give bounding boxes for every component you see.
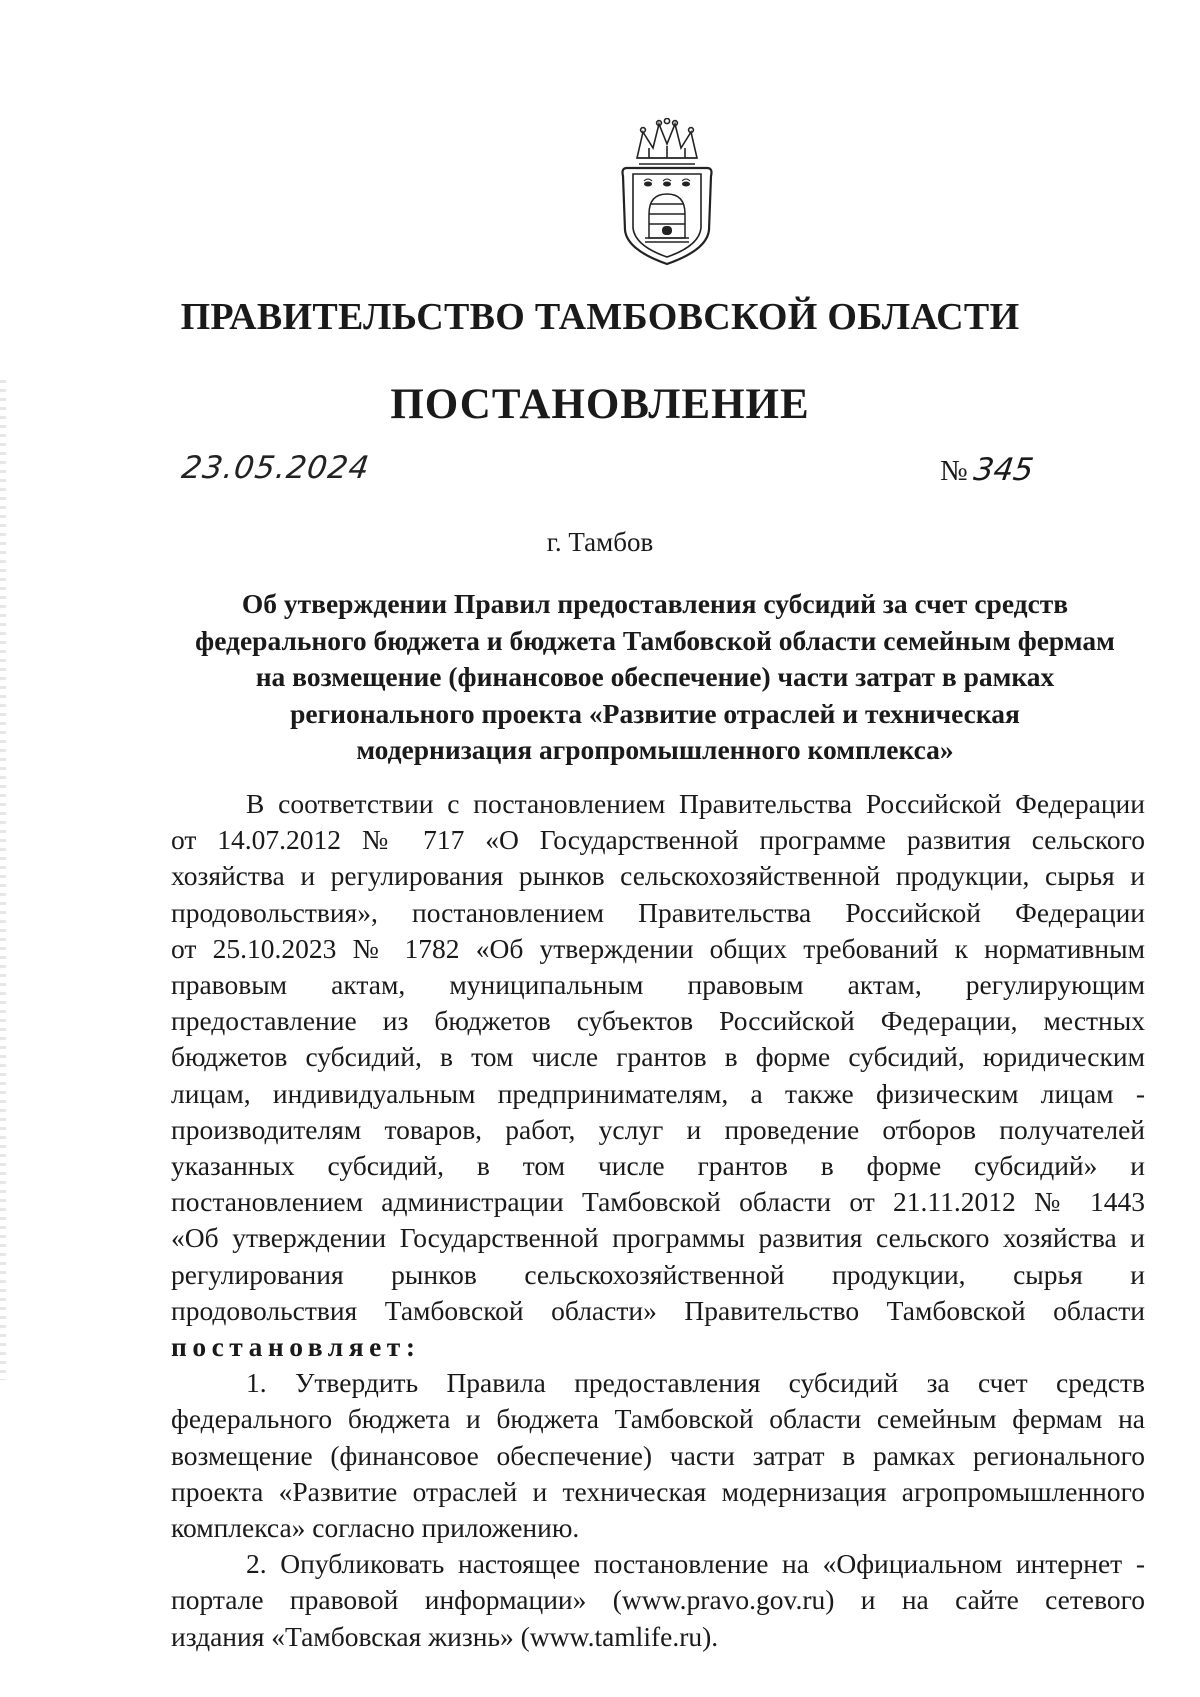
- item2-line: издания «Тамбовская жизнь» (www.tamlife.ru).: [171, 1620, 719, 1652]
- item2-line: портале правовой информации» (www.pravo.gov.ru) и на сайте сетевого: [171, 1584, 1145, 1616]
- preamble-line: от 25.10.2023 № 1782 «Об утверждении общих требований к нормативным: [171, 932, 1145, 964]
- subject-line: федерального бюджета и бюджета Тамбовской области семейным фермам: [195, 624, 1115, 656]
- subject-line: Об утверждении Правил предоставления субсидий за счет средств: [241, 588, 1069, 619]
- number-value: 345: [971, 452, 1036, 488]
- item1-line: проекта «Развитие отраслей и техническая модернизация агропромышленного: [171, 1475, 1145, 1507]
- preamble-line: указанных субсидий, в том числе грантов в форме субсидий» и: [171, 1150, 1145, 1182]
- item1-line: возмещение (финансовое обеспечение) части затрат в рамках регионального: [171, 1439, 1145, 1471]
- preamble-line: производителям товаров, работ, услуг и проведение отборов получателей: [171, 1113, 1145, 1145]
- organization-title: ПРАВИТЕЛЬСТВО ТАМБОВСКОЙ ОБЛАСТИ: [180, 296, 1020, 338]
- item2-line: 2. Опубликовать настоящее постановление на «Официальном интернет -: [246, 1548, 1145, 1580]
- preamble-line: В соответствии с постановлением Правительства Российской Федерации: [246, 788, 1145, 819]
- subject-line: на возмещение (финансовое обеспечение) части затрат в рамках: [255, 661, 1055, 692]
- preamble-line: «Об утверждении Государственной программы развития сельского хозяйства и: [171, 1222, 1145, 1254]
- preamble-line: хозяйства и регулирования рынков сельскохозяйственной продукции, сырья и: [171, 860, 1145, 892]
- preamble-line: регулирования рынков сельскохозяйственной продукции, сырья и: [171, 1258, 1145, 1290]
- document-number: [940, 452, 1036, 488]
- item1-line: комплекса» согласно приложению.: [171, 1512, 580, 1544]
- city-line: г. Тамбов: [546, 527, 654, 557]
- preamble-line: предоставление из бюджетов субъектов Российской Федерации, местных: [171, 1005, 1145, 1037]
- preamble-line: бюджетов субсидий, в том числе грантов в форме субсидий, юридическим: [171, 1041, 1145, 1073]
- preamble-line: продовольствия», постановлением Правительства Российской Федерации: [171, 896, 1145, 928]
- item1-line: 1. Утвердить Правила предоставления субсидий за счет средств: [246, 1367, 1145, 1399]
- tambov-coat-of-arms-icon: [615, 118, 719, 266]
- preamble-line: постановлением администрации Тамбовской области от 21.11.2012 № 1443: [171, 1186, 1145, 1218]
- document-type-title: ПОСТАНОВЛЕНИЕ: [390, 381, 810, 428]
- document-body: [171, 786, 1145, 1655]
- subject-line: модернизация агропромышленного комплекса»: [356, 734, 954, 765]
- preamble-line: лицам, индивидуальным предпринимателям, а также физическим лицам -: [171, 1077, 1145, 1109]
- document-date: 23.05.2024: [179, 450, 373, 486]
- resolves-word: постановляет:: [171, 1331, 421, 1363]
- item1-line: федерального бюджета и бюджета Тамбовской области семейным фермам на: [171, 1403, 1145, 1435]
- preamble-line: продовольствия Тамбовской области» Правительство Тамбовской области: [171, 1294, 1145, 1326]
- subject-line: регионального проекта «Развитие отраслей и техническая: [290, 697, 1020, 729]
- document-subject: [165, 586, 1145, 769]
- preamble-line: от 14.07.2012 № 717 «О Государственной программе развития сельского: [171, 824, 1145, 856]
- number-sign: №: [940, 455, 968, 487]
- preamble-line: правовым актам, муниципальным правовым актам, регулирующим: [171, 969, 1145, 1001]
